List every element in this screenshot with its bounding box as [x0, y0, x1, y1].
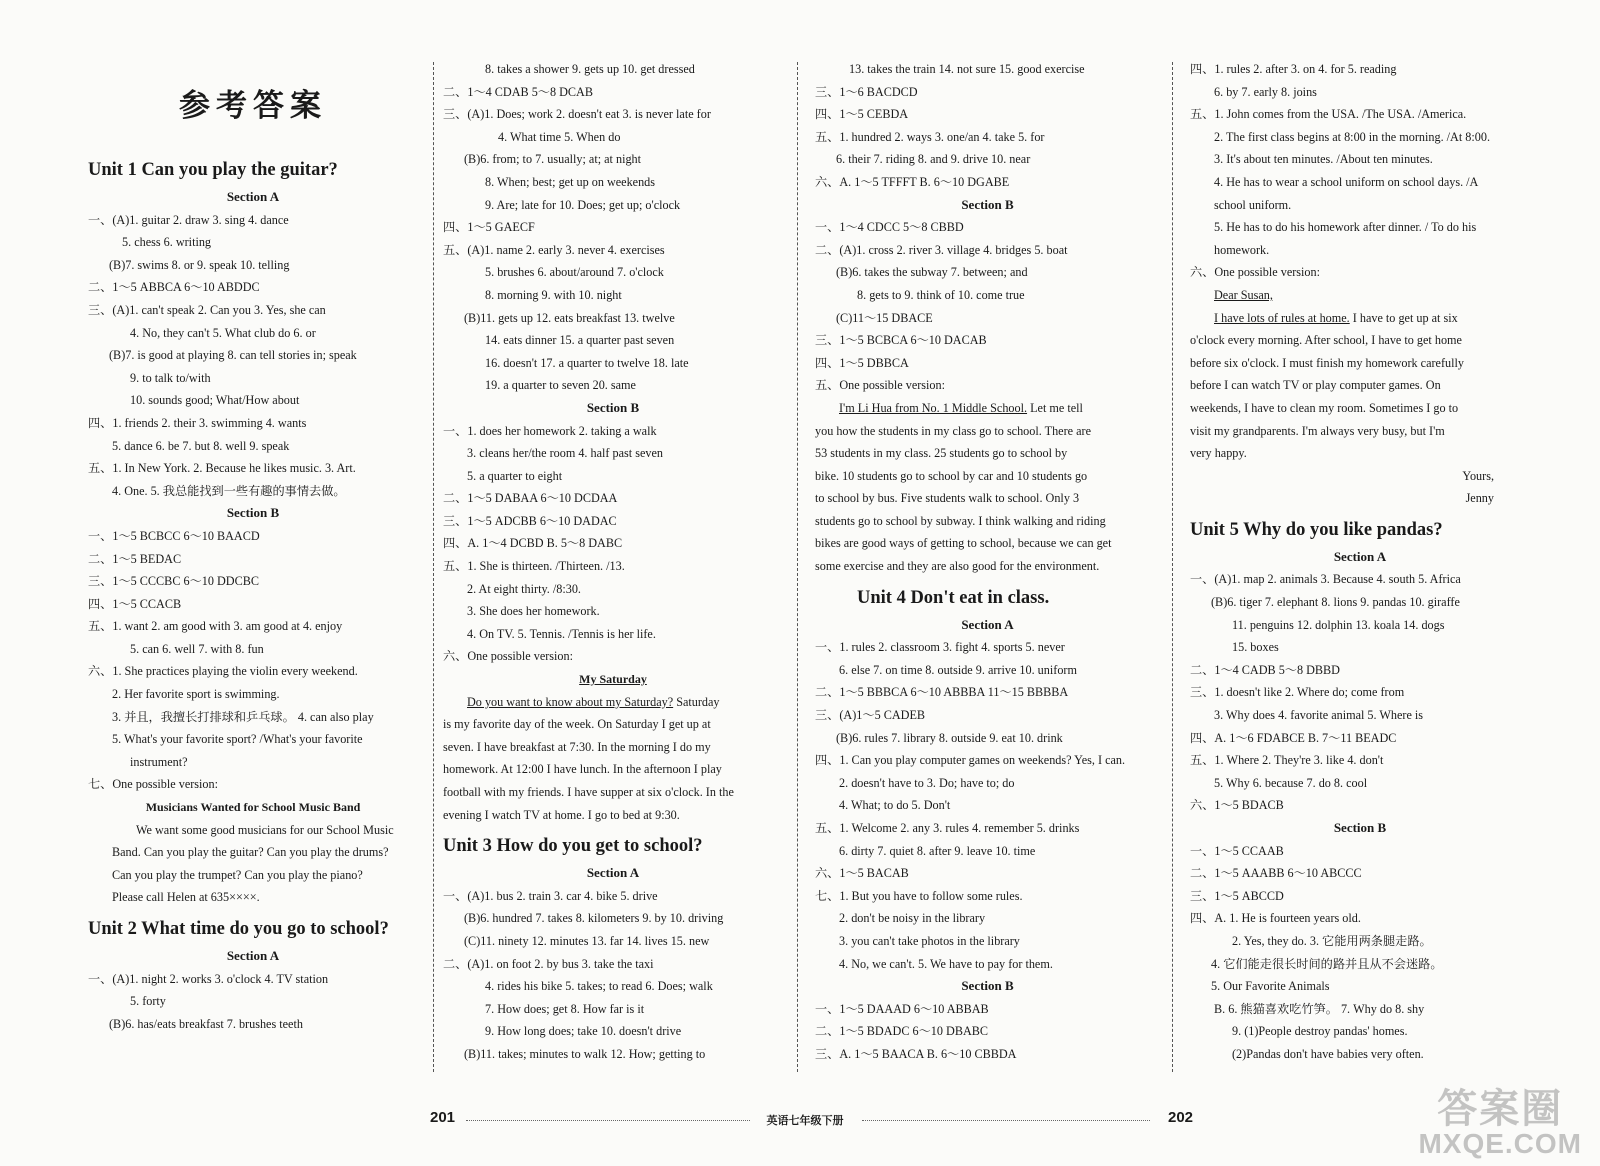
answer-line: 二、1～5 BEDAC	[88, 551, 182, 566]
unit-heading: Unit 5 Why do you like pandas?	[1190, 519, 1443, 540]
essay-line: bikes are good ways of getting to school, because we can get	[815, 536, 1112, 551]
footer-rule	[862, 1120, 1150, 1121]
answer-line: 二、1～5 BBBCA 6～10 ABBBA 11～15 BBBBA	[815, 685, 1069, 700]
answer-line: (B)7. swims 8. or 9. speak 10. telling	[109, 257, 290, 272]
essay-line: visit my grandparents. I'm always very busy, but I'm	[1190, 423, 1445, 438]
answer-line: 16. doesn't 17. a quarter to twelve 18. late	[485, 355, 689, 370]
answer-line: 三、(A)1. Does; work 2. doesn't eat 3. is never late for	[443, 107, 711, 122]
answer-line: 三、(A)1～5 CADEB	[815, 708, 926, 723]
answer-line: 3. She does her homework.	[467, 604, 600, 619]
answer-line: 三、1～5 CCCBC 6～10 DDCBC	[88, 574, 259, 589]
section-heading: Section A	[586, 865, 640, 881]
answer-line: 5. Our Favorite Animals	[1211, 979, 1330, 994]
answer-line: (B)11. takes; minutes to walk 12. How; getting to	[464, 1046, 706, 1061]
answer-line: 5. forty	[130, 994, 166, 1009]
answer-line: (B)6. hundred 7. takes 8. kilometers 9. by 10. driving	[464, 911, 724, 926]
essay-line: before I can watch TV or play computer games. On	[1190, 378, 1441, 393]
answer-line: 5. He has to do his homework after dinner. / To do his	[1214, 220, 1477, 235]
page-number-left: 201	[430, 1109, 456, 1126]
answer-line: 5. What's your favorite sport? /What's your favorite	[112, 732, 363, 747]
answer-line: 9. to talk to/with	[130, 370, 211, 385]
section-heading: Section B	[1333, 820, 1387, 835]
answer-line: 一、(A)1. night 2. works 3. o'clock 4. TV station	[88, 971, 329, 986]
answer-line: 三、1～5 ADCBB 6～10 DADAC	[443, 513, 617, 528]
answer-line: 四、1～5 CCACB	[88, 596, 182, 611]
answer-line: 二、1～4 CADB 5～8 DBBD	[1190, 662, 1340, 677]
answer-line: homework.	[1214, 242, 1270, 257]
essay-line: weekends, I have to clean my room. Sometimes I go to	[1190, 400, 1459, 415]
answer-line: 一、1. rules 2. classroom 3. fight 4. sports 5. never	[815, 640, 1065, 655]
answer-line: 4. What; to do 5. Don't	[839, 798, 951, 813]
answer-line: 二、1～5 DABAA 6～10 DCDAA	[443, 491, 618, 506]
essay-title: My Saturday	[579, 672, 647, 687]
answer-line: 2. The first class begins at 8:00 in the morning. /At 8:00.	[1214, 129, 1490, 144]
answer-line: 五、1. hundred 2. ways 3. one/an 4. take 5. for	[815, 129, 1045, 144]
answer-line: 6. dirty 7. quiet 8. after 9. leave 10. time	[839, 843, 1036, 858]
answer-line: 三、(A)1. can't speak 2. Can you 3. Yes, she can	[88, 302, 326, 317]
answer-column-1	[88, 58, 418, 1035]
answer-line: 9. How long does; take 10. doesn't drive	[485, 1024, 682, 1039]
unit-heading: Unit 1 Can you play the guitar?	[88, 160, 338, 180]
answer-line: 五、1. In New York. 2. Because he likes music. 3. Art.	[88, 461, 356, 476]
answer-line: 4. On TV. 5. Tennis. /Tennis is her life.	[467, 626, 656, 641]
section-heading: Section A	[226, 948, 280, 963]
column-divider	[1172, 62, 1173, 1072]
answer-line: 3. It's about ten minutes. /About ten minutes.	[1214, 152, 1433, 167]
essay-line: 53 students in my class. 25 students go to school by	[815, 446, 1068, 461]
answer-line: (B)6. from; to 7. usually; at; at night	[464, 152, 642, 167]
essay-line: Can you play the trumpet? Can you play the piano?	[112, 867, 363, 882]
answer-line: 四、A. 1. He is fourteen years old.	[1190, 911, 1361, 926]
answer-line: (B)6. has/eats breakfast 7. brushes teeth	[109, 1016, 303, 1031]
answer-line: 8. takes a shower 9. gets up 10. get dressed	[485, 62, 695, 76]
answer-column-3	[815, 58, 1160, 1066]
answer-line: 4. One. 5. 我总能找到一些有趣的事情去做。	[112, 483, 346, 498]
answer-line: 2. don't be noisy in the library	[839, 911, 986, 926]
answer-line: 六、1～5 BDACB	[1190, 798, 1284, 813]
answer-line: 6. else 7. on time 8. outside 9. arrive 10. uniform	[839, 662, 1077, 677]
answer-line: 2. At eight thirty. /8:30.	[467, 581, 581, 596]
essay-line: We want some good musicians for our School Music	[136, 822, 394, 837]
section-heading: Section A	[961, 616, 1014, 632]
answer-line: (B)6. tiger 7. elephant 8. lions 9. pandas 10. giraffe	[1211, 595, 1460, 610]
essay-line: evening I watch TV at home. I go to bed at 9:30.	[443, 807, 680, 822]
answer-line: 三、1. doesn't like 2. Where do; come from	[1190, 685, 1405, 700]
answer-line: 五、(A)1. name 2. early 3. never 4. exercises	[443, 242, 665, 257]
section-heading: Section B	[961, 978, 1014, 994]
answer-line: 3. 并且，我擅长打排球和乒乓球。 4. can also play	[112, 709, 374, 724]
answer-line: 二、1～5 BDADC 6～10 DBABC	[815, 1024, 989, 1039]
answer-line: 5. dance 6. be 7. but 8. well 9. speak	[112, 438, 290, 453]
answer-line: 五、1. want 2. am good with 3. am good at 4. enjoy	[88, 619, 343, 634]
answer-line: 一、1. does her homework 2. taking a walk	[443, 423, 657, 438]
answer-line: 二、(A)1. on foot 2. by bus 3. take the taxi	[443, 956, 654, 971]
answer-line: (B)6. takes the subway 7. between; and	[836, 265, 1028, 280]
answer-line: 四、1. rules 2. after 3. on 4. for 5. reading	[1190, 62, 1397, 76]
essay-line: some exercise and they are also good for the environment.	[815, 559, 1100, 574]
answer-line: 4. No, we can't. 5. We have to pay for them.	[839, 956, 1053, 971]
answer-line: 8. gets to 9. think of 10. come true	[857, 287, 1025, 302]
answer-line: 一、(A)1. map 2. animals 3. Because 4. south 5. Africa	[1190, 572, 1461, 587]
section-heading: Section A	[226, 189, 280, 204]
answer-line: (B)6. rules 7. library 8. outside 9. eat 10. drink	[836, 730, 1063, 745]
answer-line: 五、One possible version:	[815, 378, 945, 393]
answer-line: 2. Yes, they do. 3. 它能用两条腿走路。	[1232, 933, 1432, 948]
essay-line: to school by bus. Five students walk to school. Only 3	[815, 491, 1080, 506]
answer-line: 四、1～5 GAECF	[443, 220, 535, 235]
book-title: 英语七年级下册	[766, 1115, 844, 1127]
answer-line: 二、(A)1. cross 2. river 3. village 4. bridges 5. boat	[815, 242, 1068, 257]
letter-signature: Jenny	[1465, 491, 1494, 506]
answer-line: 三、1～5 ABCCD	[1190, 888, 1284, 903]
answer-line: 4. He has to wear a school uniform on school days. /A	[1214, 174, 1479, 189]
answer-line: 5. brushes 6. about/around 7. o'clock	[485, 265, 664, 280]
answer-line: 一、1～4 CDCC 5～8 CBBD	[815, 220, 964, 235]
unit-heading: Unit 3 How do you get to school?	[443, 836, 703, 857]
answer-line: 11. penguins 12. dolphin 13. koala 14. dogs	[1232, 617, 1445, 632]
answer-line: 5. Why 6. because 7. do 8. cool	[1214, 775, 1368, 790]
essay-line: Band. Can you play the guitar? Can you play the drums?	[112, 845, 389, 860]
letter-closing: Yours,	[1462, 468, 1494, 483]
answer-line: 二、1～5 ABBCA 6～10 ABDDC	[88, 280, 260, 295]
answer-line: 5. chess 6. writing	[122, 235, 212, 250]
essay-line: seven. I have breakfast at 7:30. In the morning I do my	[443, 739, 711, 754]
essay-line: Please call Helen at 635××××.	[112, 890, 260, 905]
answer-line: 六、A. 1～5 TFFFT B. 6～10 DGABE	[815, 174, 1010, 189]
answer-line: 8. When; best; get up on weekends	[485, 174, 656, 189]
answer-line: 三、A. 1～5 BAACA B. 6～10 CBBDA	[815, 1046, 1017, 1061]
answer-line: 二、1～4 CDAB 5～8 DCAB	[443, 84, 593, 99]
answer-column-4	[1190, 58, 1530, 1066]
answer-line: B. 6. 熊猫喜欢吃竹笋。 7. Why do 8. shy	[1214, 1001, 1425, 1016]
essay-line: o'clock every morning. After school, I have to get home	[1190, 333, 1462, 348]
essay-line: is my favorite day of the week. On Saturday I get up at	[443, 717, 711, 732]
essay-line: before six o'clock. I must finish my homework carefully	[1190, 355, 1464, 370]
answer-line: 6. their 7. riding 8. and 9. drive 10. near	[836, 152, 1031, 167]
section-heading: Section B	[226, 505, 280, 521]
answer-line: instrument?	[130, 754, 188, 769]
section-heading: Section A	[1333, 548, 1387, 564]
essay-line: bike. 10 students go to school by car and 10 students go	[815, 468, 1088, 483]
answer-line: 四、1～5 DBBCA	[815, 355, 909, 370]
essay-line: very happy.	[1190, 446, 1247, 461]
unit-heading: Unit 2 What time do you go to school?	[88, 919, 389, 939]
answer-line: 四、A. 1～4 DCBD B. 5～8 DABC	[443, 536, 623, 551]
answer-line: 3. Why does 4. favorite animal 5. Where is	[1214, 708, 1424, 723]
answer-line: 五、1. Where 2. They're 3. like 4. don't	[1190, 753, 1384, 768]
answer-line: 一、(A)1. bus 2. train 3. car 4. bike 5. drive	[443, 888, 658, 903]
essay-line: football with my friends. I have supper at six o'clock. In the	[443, 785, 734, 799]
answer-line: 2. doesn't have to 3. Do; have to; do	[839, 775, 1015, 790]
answer-line: 5. can 6. well 7. with 8. fun	[130, 641, 264, 656]
answer-line: (B)11. gets up 12. eats breakfast 13. twelve	[464, 310, 675, 325]
answer-line: 5. a quarter to eight	[467, 468, 563, 483]
answer-line: school uniform.	[1214, 197, 1292, 212]
section-heading: Section B	[961, 196, 1014, 212]
answer-line: (C)11. ninety 12. minutes 13. far 14. lives 15. new	[464, 933, 710, 948]
answer-line: 7. How does; get 8. How far is it	[485, 1001, 645, 1016]
answer-line: 四、A. 1～6 FDABCE B. 7～11 BEADC	[1190, 730, 1397, 745]
answer-line: 8. morning 9. with 10. night	[485, 287, 622, 302]
answer-line: 9. Are; late for 10. Does; get up; o'clock	[485, 197, 681, 212]
answer-line: 五、1. She is thirteen. /Thirteen. /13.	[443, 559, 625, 574]
answer-line: 2. Her favorite sport is swimming.	[112, 687, 280, 702]
unit-heading: Unit 4 Don't eat in class.	[857, 587, 1050, 608]
answer-line: 四、1～5 CEBDA	[815, 107, 909, 122]
answer-line: 六、One possible version:	[443, 649, 573, 664]
answer-line: 六、1. She practices playing the violin every weekend.	[88, 664, 358, 679]
answer-line: 4. What time 5. When do	[498, 129, 621, 144]
essay-line: I'm Li Hua from No. 1 Middle School. Let me tell	[839, 400, 1083, 415]
answer-line: 六、One possible version:	[1190, 265, 1320, 280]
answer-line: 六、1～5 BACAB	[815, 866, 909, 881]
footer-rule	[466, 1120, 750, 1121]
essay-line: I have lots of rules at home. I have to get up at six	[1214, 310, 1458, 325]
answer-line: (C)11～15 DBACE	[836, 310, 933, 325]
essay-title: Musicians Wanted for School Music Band	[145, 800, 361, 815]
answer-line: 七、One possible version:	[88, 777, 218, 792]
answer-line: (B)7. is good at playing 8. can tell stories in; speak	[109, 348, 357, 363]
answer-line: 四、1. friends 2. their 3. swimming 4. wants	[88, 415, 307, 430]
answer-line: 4. 它们能走很长时间的路并且从不会迷路。	[1211, 956, 1443, 971]
answer-line: 一、1～5 DAAAD 6～10 ABBAB	[815, 1001, 989, 1016]
essay-line: you how the students in my class go to school. There are	[815, 423, 1091, 438]
answer-line: 七、1. But you have to follow some rules.	[815, 888, 1023, 903]
essay-line: homework. At 12:00 I have lunch. In the afternoon I play	[443, 762, 722, 777]
answer-line: 9. (1)People destroy pandas' homes.	[1232, 1024, 1408, 1039]
essay-line: students go to school by subway. I think walking and riding	[815, 513, 1106, 528]
answer-line: 3. you can't take photos in the library	[839, 933, 1020, 948]
watermark-logo: 答案圈 MXQE.COM	[1418, 1087, 1582, 1159]
answer-line: 14. eats dinner 15. a quarter past seven	[485, 333, 675, 348]
answer-line: 15. boxes	[1232, 640, 1279, 655]
answer-line: 三、1～5 BCBCA 6～10 DACAB	[815, 333, 987, 348]
answer-line: 一、(A)1. guitar 2. draw 3. sing 4. dance	[88, 212, 289, 227]
essay-line: Do you want to know about my Saturday? Saturday	[467, 694, 720, 709]
answer-line: 6. by 7. early 8. joins	[1214, 84, 1317, 99]
answer-line: 19. a quarter to seven 20. same	[485, 378, 636, 393]
column-divider	[433, 62, 434, 1072]
answer-line: 五、1. John comes from the USA. /The USA. /America.	[1190, 107, 1467, 122]
answer-line: 13. takes the train 14. not sure 15. good exercise	[849, 62, 1085, 76]
answer-line: (2)Pandas don't have babies very often.	[1232, 1046, 1424, 1061]
letter-salutation: Dear Susan,	[1214, 287, 1273, 302]
answer-line: 三、1～6 BACDCD	[815, 84, 918, 99]
page-title: 参考答案	[179, 88, 327, 124]
answer-line: 4. rides his bike 5. takes; to read 6. Does; walk	[485, 979, 713, 994]
answer-line: 二、1～5 AAABB 6～10 ABCCC	[1190, 866, 1362, 881]
answer-line: 10. sounds good; What/How about	[130, 393, 300, 408]
column-divider	[797, 62, 798, 1072]
section-heading: Section B	[586, 399, 640, 415]
answer-line: 四、1. Can you play computer games on weekends? Yes, I can.	[815, 753, 1126, 768]
answer-line: 4. No, they can't 5. What club do 6. or	[130, 325, 316, 340]
page-number-right: 202	[1168, 1109, 1194, 1126]
answer-line: 一、1～5 BCBCC 6～10 BAACD	[88, 528, 260, 543]
answer-column-2	[443, 58, 783, 1066]
answer-line: 五、1. Welcome 2. any 3. rules 4. remember 5. drinks	[815, 821, 1080, 835]
answer-line: 一、1～5 CCAAB	[1190, 843, 1284, 858]
answer-line: 3. cleans her/the room 4. half past seven	[467, 446, 663, 461]
